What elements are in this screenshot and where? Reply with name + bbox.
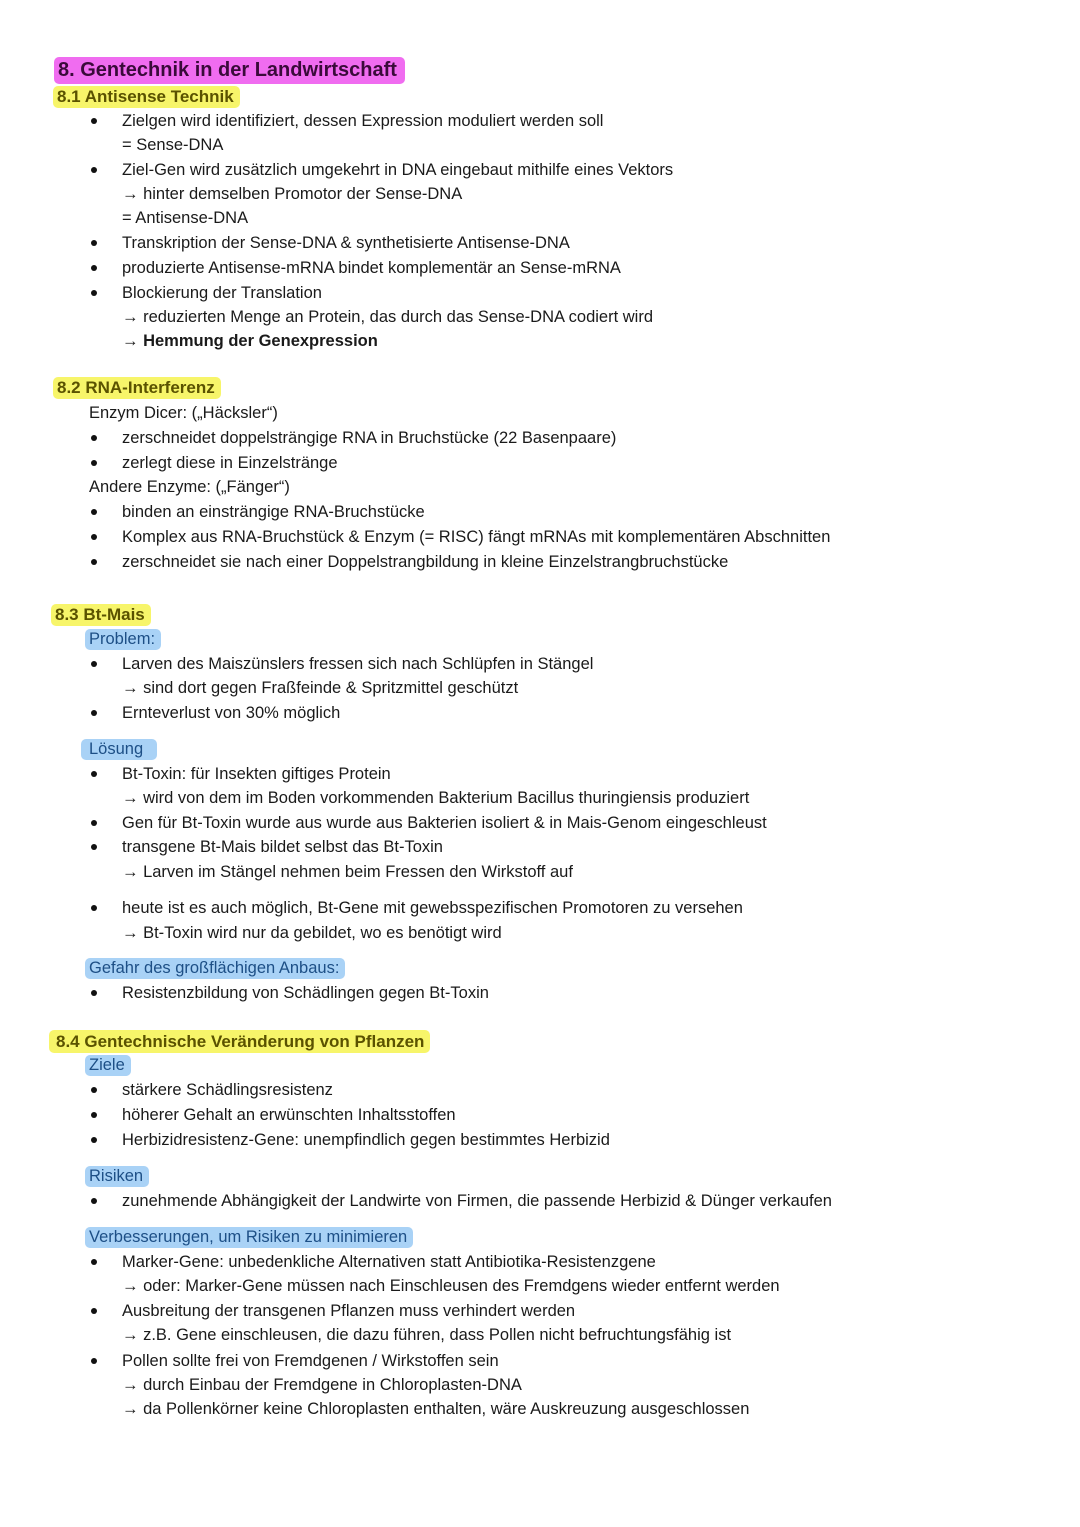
text-line: zunehmende Abhängigkeit der Landwirte von Firmen, die passende Herbizid & Dünger verkaufen <box>122 1192 832 1210</box>
subheading-problem: Problem: <box>85 629 161 650</box>
text-line: produzierte Antisense-mRNA bindet komplementär an Sense-mRNA <box>122 259 621 277</box>
bullet <box>91 290 97 296</box>
text-line: → hinter demselben Promotor der Sense-DNA <box>122 185 463 203</box>
bullet <box>91 1087 97 1093</box>
text-line: transgene Bt-Mais bildet selbst das Bt-Toxin <box>122 838 443 856</box>
text-line: → Larven im Stängel nehmen beim Fressen den Wirkstoff auf <box>122 863 573 881</box>
bullet <box>91 1198 97 1204</box>
subheading-gefahr: Gefahr des großflächigen Anbaus: <box>85 958 345 979</box>
text-line: Blockierung der Translation <box>122 284 322 302</box>
text-line: Zielgen wird identifiziert, dessen Expression moduliert werden soll <box>122 112 604 130</box>
bullet <box>91 1137 97 1143</box>
text-line-bold: → Hemmung der Genexpression <box>122 332 378 350</box>
subheading-ziele: Ziele <box>85 1055 131 1076</box>
bullet <box>91 771 97 777</box>
bullet <box>91 240 97 246</box>
text-line: → Bt-Toxin wird nur da gebildet, wo es benötigt wird <box>122 924 502 942</box>
text-line: binden an einsträngige RNA-Bruchstücke <box>122 503 425 521</box>
text-line: Marker-Gene: unbedenkliche Alternativen statt Antibiotika-Resistenzgene <box>122 1253 656 1271</box>
bullet <box>91 1112 97 1118</box>
bullet <box>91 905 97 911</box>
text-line: zerlegt diese in Einzelstränge <box>122 454 338 472</box>
text-line: → durch Einbau der Fremdgene in Chloroplasten-DNA <box>122 1376 522 1394</box>
text-line: Ausbreitung der transgenen Pflanzen muss verhindert werden <box>122 1302 576 1320</box>
bullet <box>91 1308 97 1314</box>
bullet <box>91 844 97 850</box>
text-line: → sind dort gegen Fraßfeinde & Spritzmittel geschützt <box>122 679 519 697</box>
bullet <box>91 534 97 540</box>
bullet <box>91 435 97 441</box>
bullet <box>91 820 97 826</box>
text-line: = Sense-DNA <box>122 136 224 154</box>
text-line: Resistenzbildung von Schädlingen gegen Bt-Toxin <box>122 984 489 1002</box>
section-heading-rna-interferenz: 8.2 RNA-Interferenz <box>53 377 221 399</box>
text-line: Enzym Dicer: („Häcksler“) <box>89 404 278 422</box>
text-line: → da Pollenkörner keine Chloroplasten enthalten, wäre Auskreuzung ausgeschlossen <box>122 1400 750 1418</box>
text-line: zerschneidet sie nach einer Doppelstrangbildung in kleine Einzelstrangbruchstücke <box>122 553 729 571</box>
text-line: Transkription der Sense-DNA & synthetisierte Antisense-DNA <box>122 234 570 252</box>
text-line: → oder: Marker-Gene müssen nach Einschleusen des Fremdgens wieder entfernt werden <box>122 1277 780 1295</box>
text-line: Ziel-Gen wird zusätzlich umgekehrt in DNA eingebaut mithilfe eines Vektors <box>122 161 674 179</box>
text-line: zerschneidet doppelsträngige RNA in Bruchstücke (22 Basenpaare) <box>122 429 617 447</box>
text-line: Pollen sollte frei von Fremdgenen / Wirkstoffen sein <box>122 1352 499 1370</box>
section-heading-gentechnische-veraenderung: 8.4 Gentechnische Veränderung von Pflanzen <box>49 1030 430 1053</box>
bullet <box>91 1259 97 1265</box>
page-title: 8. Gentechnik in der Landwirtschaft <box>54 57 405 84</box>
text-line: Komplex aus RNA-Bruchstück & Enzym (= RISC) fängt mRNAs mit komplementären Abschnitten <box>122 528 831 546</box>
text-line: heute ist es auch möglich, Bt-Gene mit gewebsspezifischen Promotoren zu versehen <box>122 899 743 917</box>
subheading-verbesserungen: Verbesserungen, um Risiken zu minimieren <box>85 1227 413 1248</box>
bullet <box>91 661 97 667</box>
text-line: Ernteverlust von 30% möglich <box>122 704 341 722</box>
bullet <box>91 1358 97 1364</box>
bullet <box>91 710 97 716</box>
text-line: = Antisense-DNA <box>122 209 249 227</box>
bullet <box>91 118 97 124</box>
bullet <box>91 990 97 996</box>
text-line: stärkere Schädlingsresistenz <box>122 1081 333 1099</box>
bullet <box>91 167 97 173</box>
text-line: Andere Enzyme: („Fänger“) <box>89 478 290 496</box>
text-line: → reduzierten Menge an Protein, das durch das Sense-DNA codiert wird <box>122 308 654 326</box>
bullet <box>91 509 97 515</box>
bullet <box>91 265 97 271</box>
section-heading-antisense: 8.1 Antisense Technik <box>53 86 240 108</box>
text-line: Larven des Maiszünslers fressen sich nach Schlüpfen in Stängel <box>122 655 594 673</box>
text-line: → wird von dem im Boden vorkommenden Bakterium Bacillus thuringiensis produziert <box>122 789 750 807</box>
text-line: Bt-Toxin: für Insekten giftiges Protein <box>122 765 391 783</box>
text-line: → z.B. Gene einschleusen, die dazu führen, dass Pollen nicht befruchtungsfähig ist <box>122 1326 732 1344</box>
subheading-loesung: Lösung <box>81 739 157 760</box>
text-line: höherer Gehalt an erwünschten Inhaltsstoffen <box>122 1106 456 1124</box>
bullet <box>91 559 97 565</box>
text-line: Herbizidresistenz-Gene: unempfindlich gegen bestimmtes Herbizid <box>122 1131 610 1149</box>
text-line: Gen für Bt-Toxin wurde aus wurde aus Bakterien isoliert & in Mais-Genom eingeschleust <box>122 814 767 832</box>
section-heading-bt-mais: 8.3 Bt-Mais <box>51 604 151 626</box>
bullet <box>91 460 97 466</box>
subheading-risiken: Risiken <box>85 1166 149 1187</box>
